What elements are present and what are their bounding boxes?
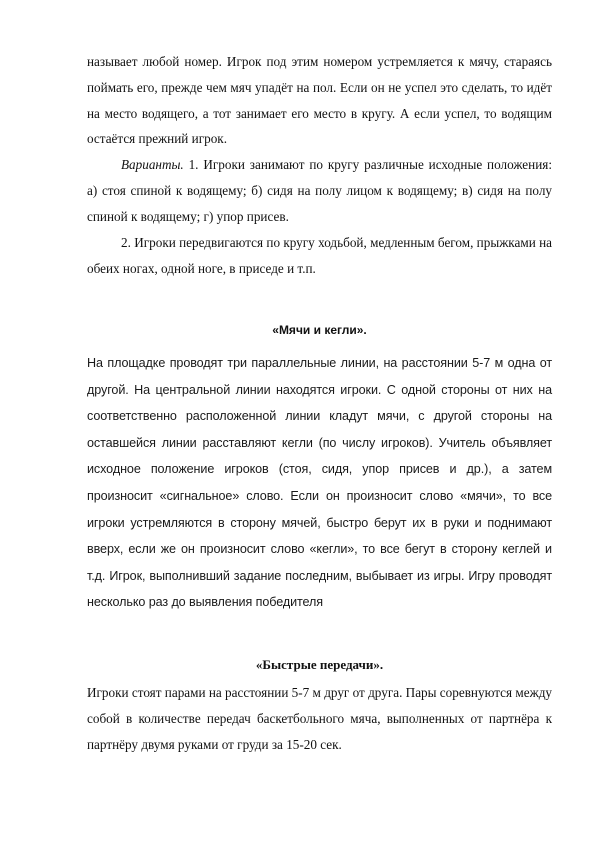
game-title-fast-passes: «Быстрые передачи».: [255, 657, 384, 672]
game-title-balls-and-pins: «Мячи и кегли».: [272, 323, 367, 337]
paragraph-variants-2: 2. Игроки передвигаются по кругу ходьбой, медленным бегом, прыжками на обеих ногах, одной ноге, в приседе и т.п.: [87, 235, 552, 276]
paragraph-fast-passes: Игроки стоят парами на расстоянии 5-7 м друг от друга. Пары соревнуются между собой в количестве передач баскетбольного мяча, выполненных от партнёра к партнёру двумя руками от груди за 15-20 сек.: [87, 685, 553, 752]
variants-text-1: 1. Игроки занимают по кругу различные исходные положения: а) стоя спиной к водящему; б) сидя на полу лицом к водящему; в) сидя на полу спиной к водящему; г) упор присев.: [87, 157, 552, 224]
paragraph-game-rules-end: называет любой номер. Игрок под этим номером устремляется к мячу, стараясь поймать его, прежде чем мяч упадёт на пол. Если он не успел это сделать, то идёт на место водящего, а тот занимает его место в кругу. А если успел, то водящим остаётся прежний игрок.: [87, 54, 552, 147]
paragraph-variants-1: [87, 152, 552, 229]
variants-label: Варианты.: [121, 157, 184, 172]
paragraph-balls-and-pins: На площадке проводят три параллельные линии, на расстоянии 5-7 м одна от другой. На центральной линии находятся игроки. С одной стороны от них на соответственно расположенной линии кладут мячи, с другой стороны на оставшейся линии расставляют кегли (по числу игроков). Учитель объявляет исходное положение игроков (стоя, сидя, упор присев и др.), а затем произносит «сигнальное» слово. Если он произносит слово «мячи», то все игроки устремляются в сторону мячей, быстро берут их в руки и поднимают вверх, если же он произносит слово «кегли», то все бегут в сторону кеглей и т.д. Игрок, выполнивший задание последним, выбывает из игры. Игру проводят несколько раз до выявления победителя: [87, 356, 552, 610]
